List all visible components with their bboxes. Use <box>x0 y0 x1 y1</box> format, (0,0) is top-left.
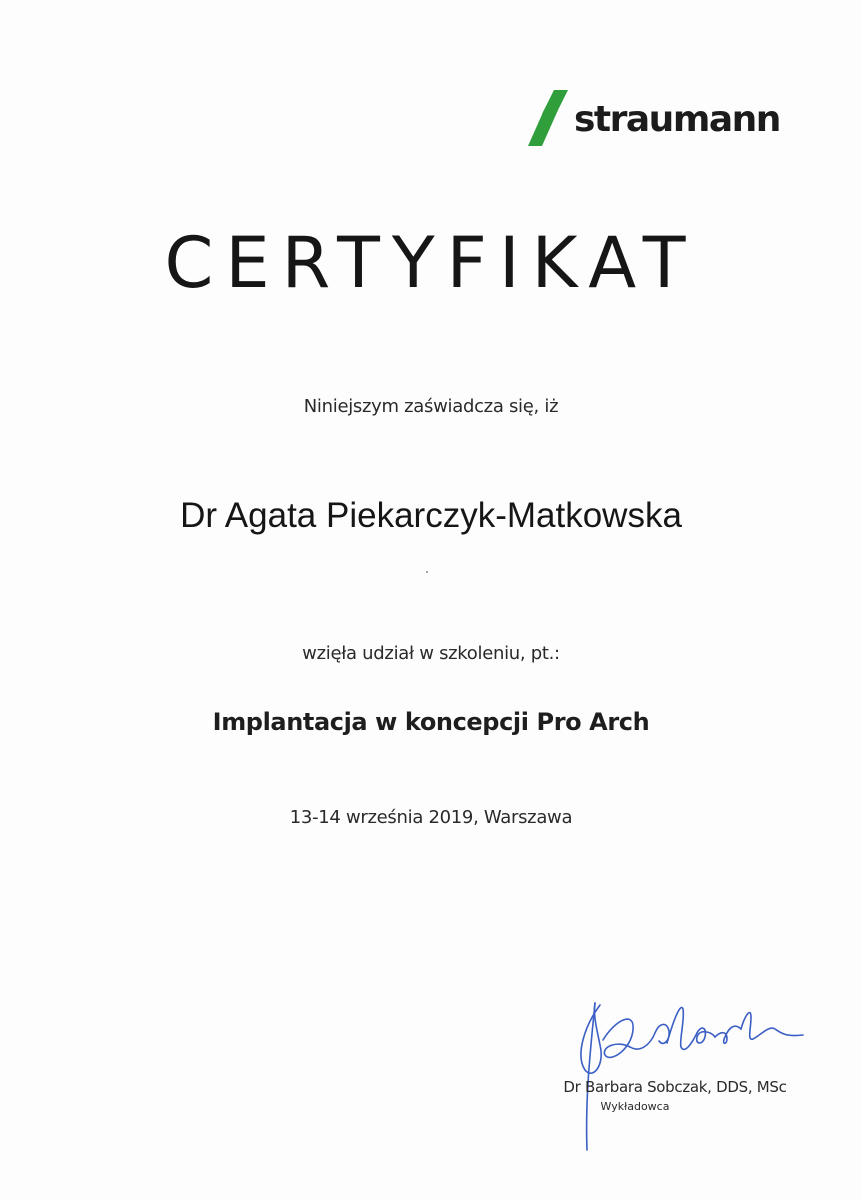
paper-speck <box>426 571 428 573</box>
certificate-title: CERTYFIKAT <box>164 222 698 304</box>
signatory-role: Wykładowca <box>600 1100 670 1113</box>
intro-text: Niniejszym zaświadcza się, iż <box>303 396 559 417</box>
signatory-name: Dr Barbara Sobczak, DDS, MSc <box>563 1078 787 1096</box>
straumann-logo-mark-icon <box>526 88 570 148</box>
logo-text: straumann <box>574 99 780 140</box>
straumann-logo <box>526 88 780 148</box>
handwritten-signature <box>555 985 815 1155</box>
course-title: Implantacja w koncepcji Pro Arch <box>212 708 650 736</box>
recipient-name: Dr Agata Piekarczyk-Matkowska <box>180 496 682 535</box>
participation-text: wzięła udział w szkoleniu, pt.: <box>302 643 560 664</box>
date-place: 13-14 września 2019, Warszawa <box>289 807 573 828</box>
